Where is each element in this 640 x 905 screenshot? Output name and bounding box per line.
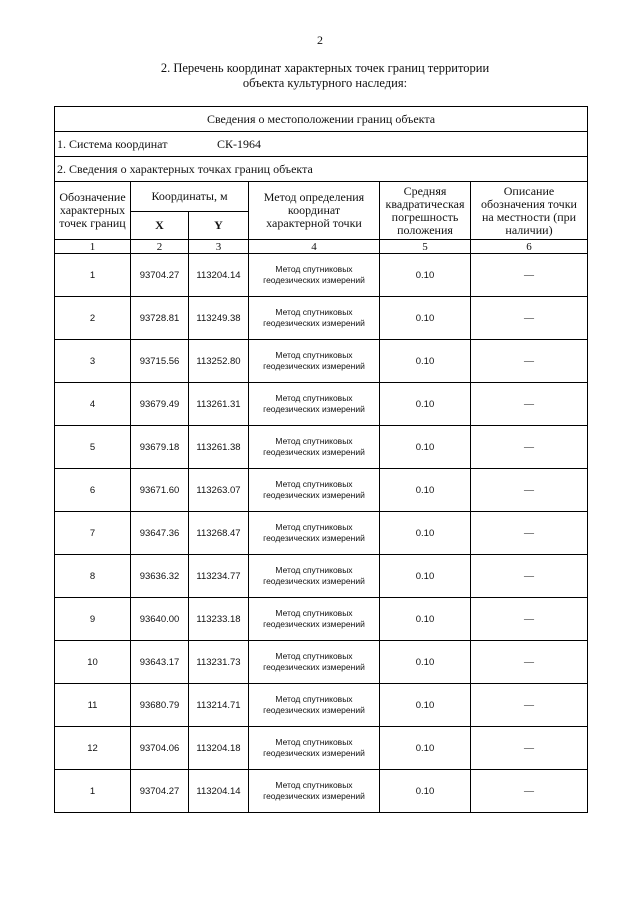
method-cell (249, 641, 380, 684)
table-row (55, 340, 588, 383)
header-designation-line: Обозначение (59, 190, 126, 204)
header-accuracy-line: квадратическая (385, 196, 465, 211)
header-description-line: на местности (при (481, 209, 577, 224)
document-heading (100, 61, 550, 91)
method-cell (249, 770, 380, 813)
header-designation-line: точек границ (59, 216, 126, 230)
method-cell (249, 254, 380, 297)
description-cell: — (471, 254, 588, 297)
column-number: 6 (471, 240, 588, 254)
accuracy-cell: 0.10 (380, 684, 471, 727)
column-number: 1 (55, 240, 131, 254)
page-number: 2 (317, 33, 323, 47)
accuracy-cell: 0.10 (380, 469, 471, 512)
point-id-cell: 9 (55, 598, 131, 641)
method-cell (249, 297, 380, 340)
x-coordinate-cell: 93728.81 (131, 297, 189, 340)
point-id-cell: 10 (55, 641, 131, 684)
boundary-coordinates-table-wrapper (54, 106, 587, 813)
table-row (55, 426, 588, 469)
point-id-cell: 1 (55, 770, 131, 813)
x-coordinate-cell: 93636.32 (131, 555, 189, 598)
method-cell (249, 469, 380, 512)
accuracy-cell: 0.10 (380, 770, 471, 813)
description-cell: — (471, 555, 588, 598)
method-line-1: Метод спутниковых (275, 522, 353, 532)
method-line-1: Метод спутниковых (275, 436, 353, 446)
header-method (249, 182, 380, 240)
method-cell (249, 555, 380, 598)
x-coordinate-cell: 93679.49 (131, 383, 189, 426)
method-line-1: Метод спутниковых (275, 264, 353, 274)
point-id-cell: 1 (55, 254, 131, 297)
point-id-cell: 12 (55, 727, 131, 770)
y-coordinate-cell: 113233.18 (189, 598, 249, 641)
header-accuracy-line: положения (397, 222, 453, 237)
method-line-2: геодезических измерений (263, 275, 365, 285)
method-line-2: геодезических измерений (263, 361, 365, 371)
column-number: 2 (131, 240, 189, 254)
method-line-1: Метод спутниковых (275, 737, 353, 747)
heading-line-2: объекта культурного наследия: (242, 76, 408, 90)
x-coordinate-cell: 93640.00 (131, 598, 189, 641)
method-line-2: геодезических измерений (263, 533, 365, 543)
section-2-label: 2. Сведения о характерных точках границ объекта (55, 157, 588, 182)
method-line-1: Метод спутниковых (275, 608, 353, 618)
header-description (471, 182, 588, 240)
table-row (55, 598, 588, 641)
method-cell (249, 340, 380, 383)
y-coordinate-cell: 113214.71 (189, 684, 249, 727)
method-line-2: геодезических измерений (263, 662, 365, 672)
accuracy-cell: 0.10 (380, 297, 471, 340)
method-line-2: геодезических измерений (263, 447, 365, 457)
point-id-cell: 2 (55, 297, 131, 340)
x-coordinate-cell: 93704.27 (131, 254, 189, 297)
column-number: 3 (189, 240, 249, 254)
column-number: 5 (380, 240, 471, 254)
accuracy-cell: 0.10 (380, 598, 471, 641)
heading-line-1: 2. Перечень координат характерных точек границ территории (160, 61, 490, 75)
x-coordinate-cell: 93704.27 (131, 770, 189, 813)
header-method-line: Метод определения (263, 190, 365, 204)
method-cell (249, 383, 380, 426)
coordinate-system-label: 1. Система координат (57, 136, 168, 151)
table-row (55, 383, 588, 426)
column-number-row (55, 240, 588, 254)
header-description-line: Описание (503, 183, 555, 198)
y-coordinate-cell: 113263.07 (189, 469, 249, 512)
point-id-cell: 8 (55, 555, 131, 598)
method-line-1: Метод спутниковых (275, 479, 353, 489)
method-line-1: Метод спутниковых (275, 780, 353, 790)
method-line-1: Метод спутниковых (275, 307, 353, 317)
table-title: Сведения о местоположении границ объекта (55, 107, 588, 132)
description-cell: — (471, 469, 588, 512)
description-cell: — (471, 727, 588, 770)
description-cell: — (471, 770, 588, 813)
header-description-line: обозначения точки (481, 196, 577, 211)
column-number: 4 (249, 240, 380, 254)
accuracy-cell: 0.10 (380, 426, 471, 469)
x-coordinate-cell: 93647.36 (131, 512, 189, 555)
header-designation-line: характерных (59, 203, 126, 217)
header-accuracy (380, 182, 471, 240)
table-row (55, 727, 588, 770)
y-coordinate-cell: 113261.38 (189, 426, 249, 469)
header-accuracy-line: Средняя (403, 183, 447, 198)
point-id-cell: 4 (55, 383, 131, 426)
method-cell (249, 598, 380, 641)
accuracy-cell: 0.10 (380, 641, 471, 684)
accuracy-cell: 0.10 (380, 555, 471, 598)
section-2-row (55, 157, 588, 182)
x-coordinate-cell: 93715.56 (131, 340, 189, 383)
method-line-2: геодезических измерений (263, 748, 365, 758)
description-cell: — (471, 641, 588, 684)
table-row (55, 297, 588, 340)
method-cell (249, 512, 380, 555)
header-x: X (131, 212, 189, 240)
method-line-1: Метод спутниковых (275, 393, 353, 403)
x-coordinate-cell: 93680.79 (131, 684, 189, 727)
point-id-cell: 6 (55, 469, 131, 512)
method-line-1: Метод спутниковых (275, 694, 353, 704)
method-cell (249, 684, 380, 727)
x-coordinate-cell: 93643.17 (131, 641, 189, 684)
description-cell: — (471, 684, 588, 727)
table-title-row (55, 107, 588, 132)
method-line-2: геодезических измерений (263, 490, 365, 500)
header-y: Y (189, 212, 249, 240)
y-coordinate-cell: 113252.80 (189, 340, 249, 383)
header-method-line: характерной точки (266, 216, 362, 230)
description-cell: — (471, 383, 588, 426)
table-row (55, 469, 588, 512)
method-cell (249, 426, 380, 469)
y-coordinate-cell: 113268.47 (189, 512, 249, 555)
description-cell: — (471, 598, 588, 641)
method-line-1: Метод спутниковых (275, 565, 353, 575)
header-accuracy-line: погрешность (391, 209, 459, 224)
description-cell: — (471, 297, 588, 340)
header-designation (55, 182, 131, 240)
header-method-line: координат (287, 203, 341, 217)
accuracy-cell: 0.10 (380, 340, 471, 383)
y-coordinate-cell: 113231.73 (189, 641, 249, 684)
accuracy-cell: 0.10 (380, 512, 471, 555)
accuracy-cell: 0.10 (380, 727, 471, 770)
accuracy-cell: 0.10 (380, 254, 471, 297)
y-coordinate-cell: 113204.18 (189, 727, 249, 770)
boundary-coordinates-table (54, 106, 588, 813)
accuracy-cell: 0.10 (380, 383, 471, 426)
coordinate-system-value: СК-1964 (217, 136, 262, 151)
point-id-cell: 5 (55, 426, 131, 469)
method-line-2: геодезических измерений (263, 791, 365, 801)
method-line-2: геодезических измерений (263, 619, 365, 629)
table-row (55, 684, 588, 727)
header-coordinates: Координаты, м (131, 182, 249, 212)
description-cell: — (471, 426, 588, 469)
method-line-2: геодезических измерений (263, 705, 365, 715)
y-coordinate-cell: 113234.77 (189, 555, 249, 598)
table-row (55, 555, 588, 598)
y-coordinate-cell: 113204.14 (189, 770, 249, 813)
point-id-cell: 7 (55, 512, 131, 555)
method-line-2: геодезических измерений (263, 576, 365, 586)
description-cell: — (471, 512, 588, 555)
y-coordinate-cell: 113204.14 (189, 254, 249, 297)
point-id-cell: 11 (55, 684, 131, 727)
table-row (55, 512, 588, 555)
x-coordinate-cell: 93704.06 (131, 727, 189, 770)
table-row (55, 254, 588, 297)
y-coordinate-cell: 113261.31 (189, 383, 249, 426)
method-line-2: геодезических измерений (263, 318, 365, 328)
coordinate-system-cell (55, 132, 588, 157)
coordinate-system-row (55, 132, 588, 157)
x-coordinate-cell: 93671.60 (131, 469, 189, 512)
table-row (55, 770, 588, 813)
header-description-line: наличии) (505, 222, 553, 237)
table-row (55, 641, 588, 684)
header-row-1 (55, 182, 588, 212)
point-id-cell: 3 (55, 340, 131, 383)
method-line-1: Метод спутниковых (275, 651, 353, 661)
method-cell (249, 727, 380, 770)
y-coordinate-cell: 113249.38 (189, 297, 249, 340)
description-cell: — (471, 340, 588, 383)
method-line-2: геодезических измерений (263, 404, 365, 414)
x-coordinate-cell: 93679.18 (131, 426, 189, 469)
method-line-1: Метод спутниковых (275, 350, 353, 360)
